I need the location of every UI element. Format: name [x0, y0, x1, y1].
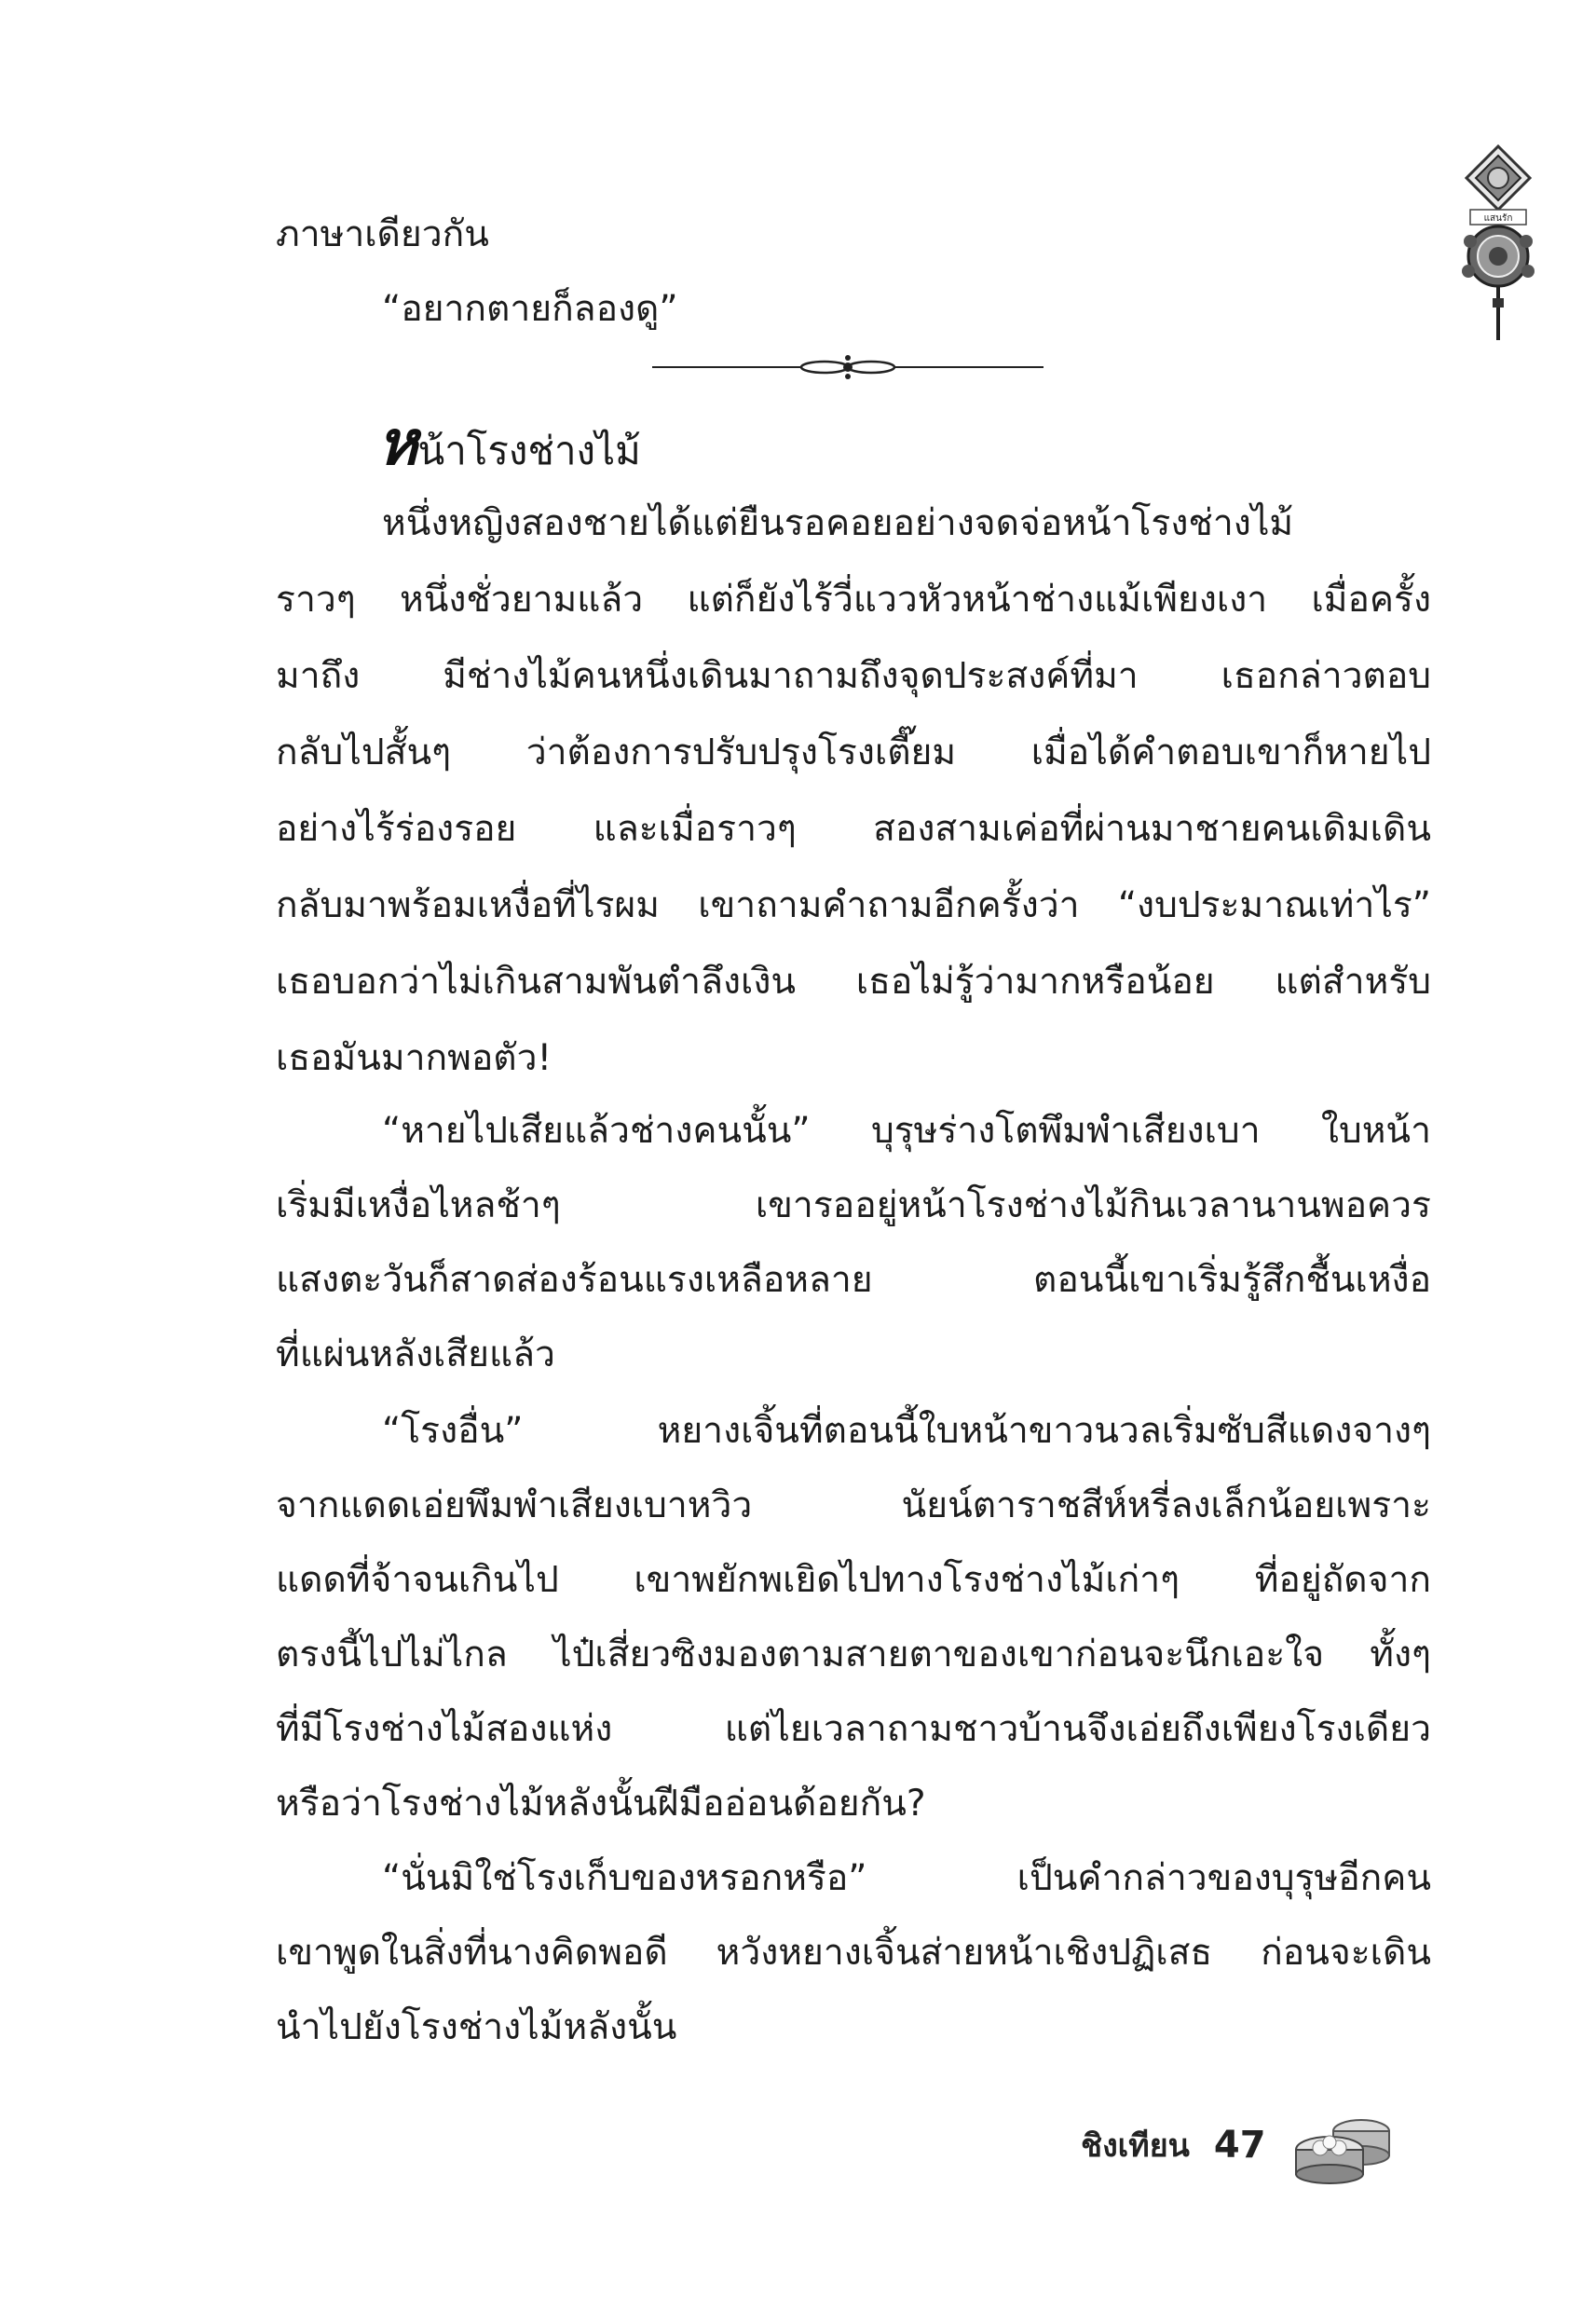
paragraph-line: มาถึง มีช่างไม้คนหนึ่งเดินมาถามถึงจุดประสงค์ที่มา เธอกล่าวตอบ	[276, 655, 1431, 697]
paragraph-line: จากแดดเอ่ยพึมพำเสียงเบาหวิว นัยน์ตาราชสีห์หรี่ลงเล็กน้อยเพราะ	[276, 1484, 1431, 1526]
paragraph-line: กลับไปสั้นๆ ว่าต้องการปรับปรุงโรงเตี๊ยม เมื่อได้คำตอบเขาก็หายไป	[276, 732, 1431, 773]
paragraph-line: เขาพูดในสิ่งที่นางคิดพอดี หวังหยางเจิ้นส่ายหน้าเชิงปฏิเสธ ก่อนจะเดิน	[276, 1932, 1431, 1974]
paragraph-line: แสงตะวันก็สาดส่องร้อนแรงเหลือหลาย ตอนนี้เขาเริ่มรู้สึกชื้นเหงื่อ	[276, 1259, 1431, 1301]
page-number: 47	[1213, 2124, 1266, 2167]
section-heading-text: น้าโรงช่างไม้	[417, 428, 641, 473]
quote-line: “อยากตายก็ลองดู”	[382, 288, 678, 330]
paragraph-line: หนึ่งหญิงสองชายได้แต่ยืนรอคอยอย่างจดจ่อหน้าโรงช่างไม้	[382, 502, 1294, 544]
paragraph-line: “โรงอื่น” หยางเจิ้นที่ตอนนี้ใบหน้าขาวนวลเริ่มซับสีแดงจางๆ	[382, 1410, 1431, 1452]
paragraph-line: ที่มีโรงช่างไม้สองแห่ง แต่ไยเวลาถามชาวบ้านจึงเอ่ยถึงเพียงโรงเดียว	[276, 1708, 1431, 1750]
corner-emblem-label: แสนรัก	[1483, 213, 1513, 224]
page-footer	[1081, 2108, 1397, 2182]
paragraph-line: หรือว่าโรงช่างไม้หลังนั้นฝีมืออ่อนด้อยกัน?	[276, 1783, 926, 1825]
paragraph-line: เธอมันมากพอตัว!	[276, 1037, 552, 1079]
drop-cap: ห	[377, 406, 418, 479]
paragraph-line: ตรงนี้ไปไม่ไกล ไป๋เสี่ยวซิงมองตามสายตาของเขาก่อนจะนึกเอะใจ ทั้งๆ	[276, 1634, 1431, 1675]
ornament-divider	[652, 347, 1044, 388]
text-line: ภาษาเดียวกัน	[276, 213, 489, 255]
paragraph-line: แดดที่จ้าจนเกินไป เขาพยักพเยิดไปทางโรงช่างไม้เก่าๆ ที่อยู่ถัดจาก	[276, 1559, 1431, 1601]
corner-emblem-icon	[1461, 144, 1535, 345]
paragraph-line: “หายไปเสียแล้วช่างคนนั้น” บุรุษร่างโตพึมพำเสียงเบา ใบหน้า	[382, 1110, 1431, 1152]
paragraph-line: ราวๆ หนึ่งชั่วยามแล้ว แต่ก็ยังไร้วี่แววหัวหน้าช่างแม้เพียงเงา เมื่อครั้ง	[276, 579, 1431, 621]
section-heading	[377, 406, 641, 484]
paragraph-line: “นั่นมิใช่โรงเก็บของหรอกหรือ” เป็นคำกล่าวของบุรุษอีกคน	[382, 1857, 1431, 1899]
paragraph-line: อย่างไร้ร่องรอย และเมื่อราวๆ สองสามเค่อที่ผ่านมาชายคนเดิมเดิน	[276, 808, 1431, 850]
paragraph-line: เธอบอกว่าไม่เกินสามพันตำลึงเงิน เธอไม่รู้ว่ามากหรือน้อย แต่สำหรับ	[276, 961, 1431, 1003]
steamer-basket-icon	[1285, 2103, 1397, 2187]
paragraph-line: นำไปยังโรงช่างไม้หลังนั้น	[276, 2006, 677, 2048]
paragraph-line: กลับมาพร้อมเหงื่อที่ไรผม เขาถามคำถามอีกครั้งว่า “งบประมาณเท่าไร”	[276, 884, 1431, 926]
paragraph-line: เริ่มมีเหงื่อไหลช้าๆ เขารออยู่หน้าโรงช่างไม้กินเวลานานพอควร	[276, 1184, 1431, 1226]
book-title: ชิงเทียน	[1081, 2127, 1190, 2165]
paragraph-line: ที่แผ่นหลังเสียแล้ว	[276, 1333, 555, 1375]
